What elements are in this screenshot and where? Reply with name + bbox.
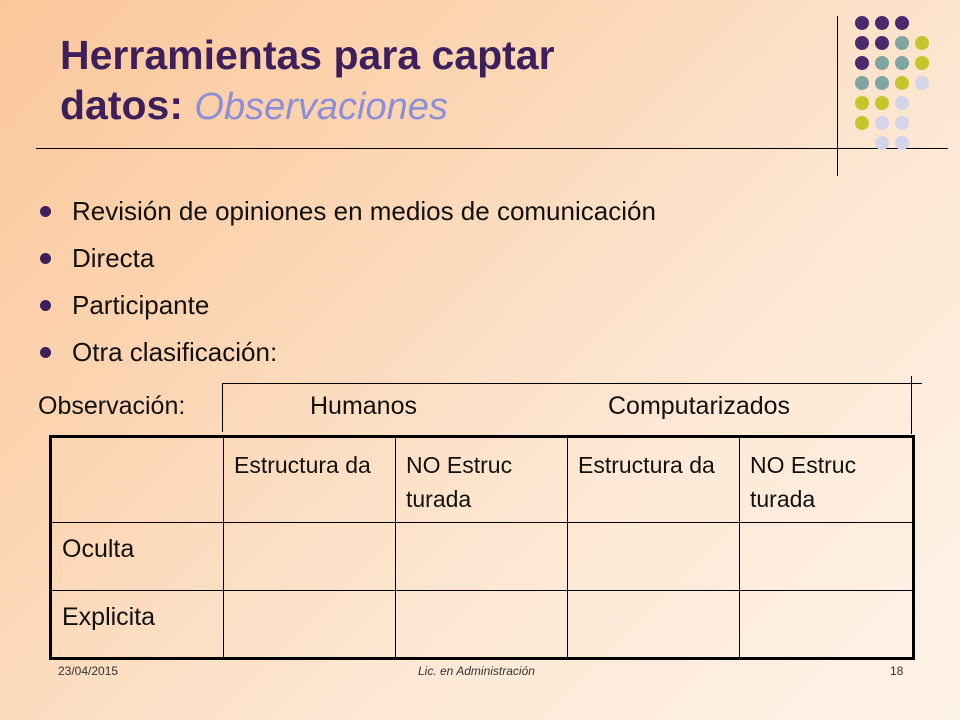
decorative-dot	[875, 16, 889, 30]
bullet-text: Otra clasificación:	[72, 337, 278, 367]
title-divider-vertical	[837, 16, 838, 176]
decorative-dot	[915, 76, 929, 90]
decorative-dot	[855, 76, 869, 90]
table-header-cell: Estructura da	[568, 437, 740, 523]
bullet-marker	[40, 347, 51, 358]
decorative-dot	[855, 36, 869, 50]
table-header-cell: NO Estruc turada	[740, 437, 914, 523]
decorative-dot	[875, 136, 889, 150]
table-header-row	[51, 437, 914, 523]
observation-divider-right	[911, 376, 912, 434]
decorative-dot	[915, 56, 929, 70]
decorative-dot	[895, 116, 909, 130]
table-header-cell: NO Estruc turada	[396, 437, 568, 523]
footer-center-text: Lic. en Administración	[418, 664, 535, 678]
bullet-marker	[40, 206, 51, 217]
decorative-dot	[875, 36, 889, 50]
table-cell	[740, 523, 914, 591]
observation-divider-left	[222, 384, 223, 432]
decorative-dot	[895, 76, 909, 90]
decorative-dot	[875, 56, 889, 70]
title-main-word: datos:	[60, 82, 183, 128]
decorative-dot	[875, 76, 889, 90]
bullet-marker	[40, 300, 51, 311]
footer-date: 23/04/2015	[58, 664, 119, 678]
bullet-item	[36, 235, 656, 282]
row-label: Oculta	[51, 523, 224, 591]
decorative-dot	[855, 96, 869, 110]
bullet-text: Participante	[72, 290, 210, 320]
slide-title	[60, 30, 820, 132]
table-cell	[740, 591, 914, 659]
title-subtitle: Observaciones	[194, 86, 448, 128]
observation-label: Observación:	[38, 392, 186, 420]
footer-page-number: 18	[890, 664, 904, 678]
group-humanos: Humanos	[310, 392, 417, 420]
bullet-text: Revisión de opiniones en medios de comunicación	[72, 196, 656, 226]
bullet-text: Directa	[72, 243, 155, 273]
decorative-dot	[875, 96, 889, 110]
table-row	[51, 591, 914, 659]
decorative-dot	[895, 136, 909, 150]
decorative-dot	[895, 56, 909, 70]
classification-table	[49, 435, 915, 660]
title-line-2	[60, 80, 820, 132]
decorative-dot	[895, 96, 909, 110]
title-underline	[36, 148, 948, 149]
table-header-cell: Estructura da	[224, 437, 396, 523]
table-cell	[224, 591, 396, 659]
decorative-dot	[855, 116, 869, 130]
table-cell	[396, 523, 568, 591]
decorative-dot	[895, 36, 909, 50]
bullet-item	[36, 329, 656, 376]
table-cell	[568, 591, 740, 659]
decorative-dot-grid	[855, 16, 943, 156]
decorative-dot	[875, 116, 889, 130]
bullet-item	[36, 282, 656, 329]
table-row	[51, 523, 914, 591]
table-cell	[568, 523, 740, 591]
bullet-item	[36, 188, 656, 235]
bullet-marker	[40, 253, 51, 264]
table-cell	[224, 523, 396, 591]
decorative-dot	[855, 56, 869, 70]
decorative-dot	[895, 16, 909, 30]
group-computarizados: Computarizados	[608, 392, 791, 420]
title-line-1: Herramientas para captar	[60, 32, 555, 78]
decorative-dot	[855, 16, 869, 30]
row-label: Explicita	[51, 591, 224, 659]
table-cell	[396, 591, 568, 659]
table-header-cell	[51, 437, 224, 523]
decorative-dot	[915, 36, 929, 50]
observation-topline	[222, 383, 922, 384]
bullet-list	[36, 188, 656, 376]
observation-header-row	[38, 390, 912, 432]
